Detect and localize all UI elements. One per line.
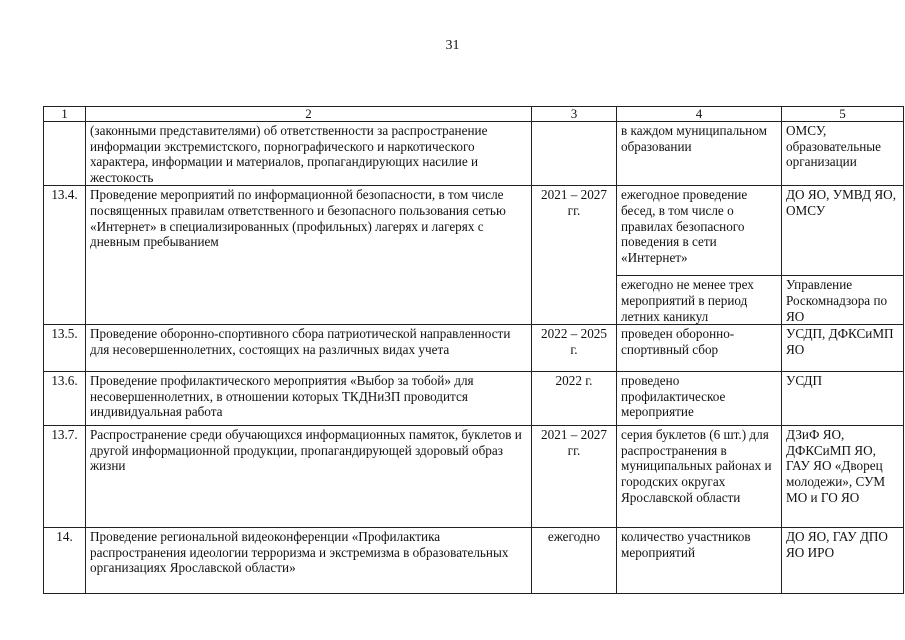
event-description: Проведение профилактического мероприятия «Выбор за тобой» для несовершеннолетних, в отношении которых ТКДНиЗП проводится индивидуальная работа — [86, 372, 532, 426]
period: 2021 – 2027 гг. — [532, 426, 617, 528]
expected-result: проведен оборонно-спортивный сбор — [617, 325, 782, 372]
event-description: Проведение мероприятий по информационной безопасности, в том числе посвященных правилам ответственного и безопасного пользования сетью «Интернет» в специализированных (профильных) лагерях и лагерях с дневным пребыванием — [86, 186, 532, 325]
expected-result: проведено профилактическое мероприятие — [617, 372, 782, 426]
period: ежегодно — [532, 528, 617, 594]
table-header-row — [44, 107, 904, 122]
table-row — [44, 122, 904, 186]
column-header: 1 — [44, 107, 86, 122]
column-header: 4 — [617, 107, 782, 122]
executor: ДО ЯО, УМВД ЯО, ОМСУ — [782, 186, 904, 276]
table-row — [44, 372, 904, 426]
executor: УСДП — [782, 372, 904, 426]
executor: ДЗиФ ЯО, ДФКСиМП ЯО, ГАУ ЯО «Дворец молодежи», СУМ МО и ГО ЯО — [782, 426, 904, 528]
item-number — [44, 122, 86, 186]
period: 2022 – 2025 г. — [532, 325, 617, 372]
table-row — [44, 426, 904, 528]
period — [532, 122, 617, 186]
table-row — [44, 325, 904, 372]
item-number: 13.5. — [44, 325, 86, 372]
column-header: 3 — [532, 107, 617, 122]
executor: ОМСУ, образовательные организации — [782, 122, 904, 186]
executor: Управление Роскомнадзора по ЯО — [782, 276, 904, 325]
table-row — [44, 186, 904, 276]
expected-result: ежегодное проведение бесед, в том числе о правилах безопасного поведения в сети «Интернет» — [617, 186, 782, 276]
measures-table — [43, 106, 904, 594]
period: 2021 – 2027 гг. — [532, 186, 617, 325]
expected-result: в каждом муниципальном образовании — [617, 122, 782, 186]
event-description: (законными представителями) об ответственности за распространение информации экстремистского, порнографического и наркотического характера, информации и материалов, пропагандирующих насилие и жестокость — [86, 122, 532, 186]
event-description: Проведение оборонно-спортивного сбора патриотической направленности для несовершеннолетних, состоящих на различных видах учета — [86, 325, 532, 372]
period: 2022 г. — [532, 372, 617, 426]
event-description: Распространение среди обучающихся информационных памяток, буклетов и другой информационной продукции, пропагандирующей здоровый образ жизни — [86, 426, 532, 528]
expected-result: количество участников мероприятий — [617, 528, 782, 594]
executor: ДО ЯО, ГАУ ДПО ЯО ИРО — [782, 528, 904, 594]
item-number: 14. — [44, 528, 86, 594]
page-number: 31 — [445, 38, 460, 53]
executor: УСДП, ДФКСиМП ЯО — [782, 325, 904, 372]
expected-result: ежегодно не менее трех мероприятий в период летних каникул — [617, 276, 782, 325]
item-number: 13.4. — [44, 186, 86, 325]
item-number: 13.6. — [44, 372, 86, 426]
table-row — [44, 528, 904, 594]
column-header: 5 — [782, 107, 904, 122]
expected-result: серия буклетов (6 шт.) для распространения в муниципальных районах и городских округах Ярославской области — [617, 426, 782, 528]
event-description: Проведение региональной видеоконференции «Профилактика распространения идеологии терроризма и экстремизма в образовательных организациях Ярославской области» — [86, 528, 532, 594]
column-header: 2 — [86, 107, 532, 122]
item-number: 13.7. — [44, 426, 86, 528]
